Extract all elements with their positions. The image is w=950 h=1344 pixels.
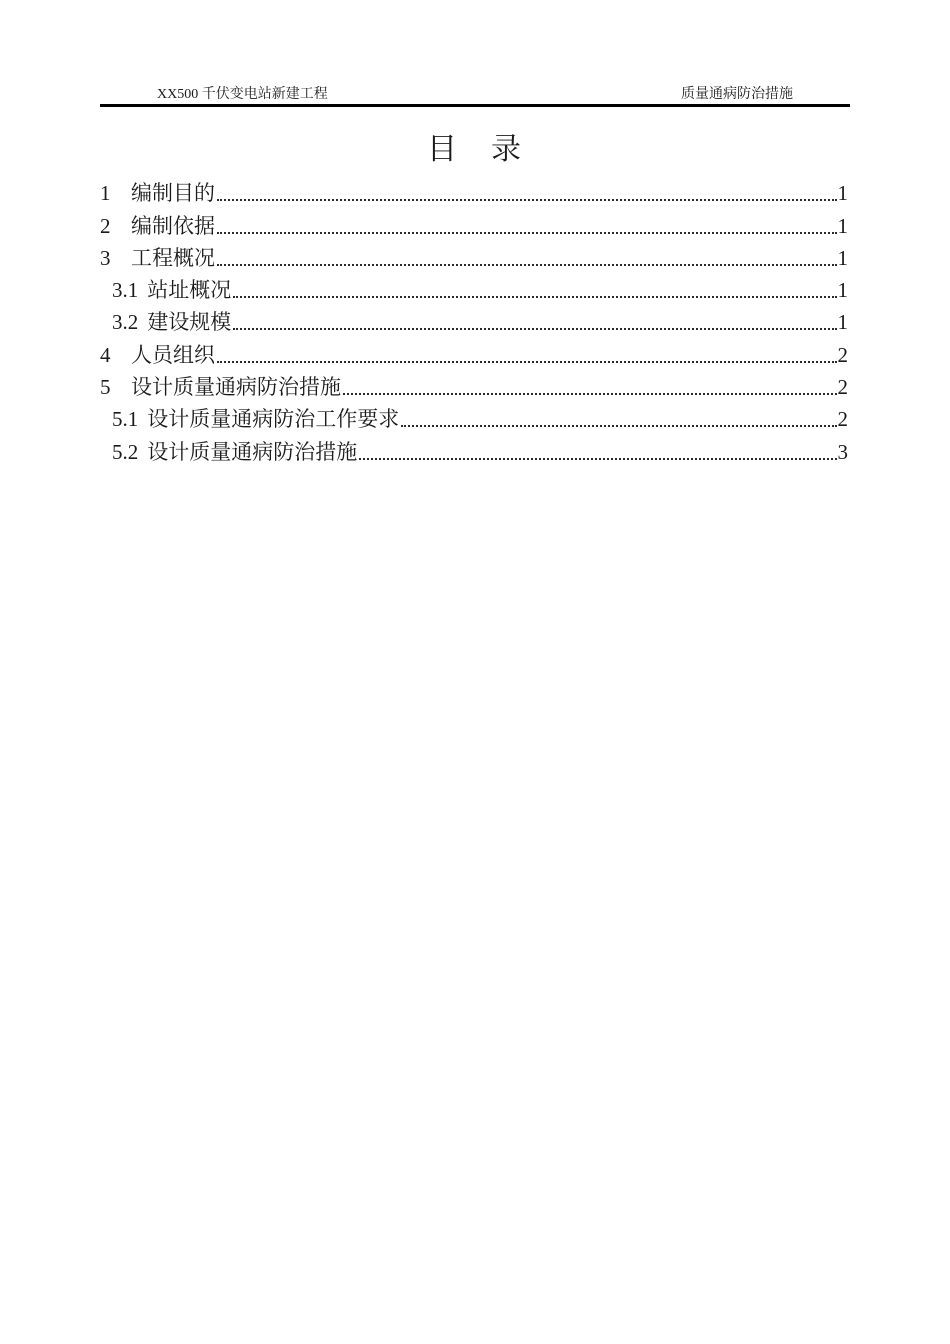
toc-entry-page: 2 [837, 375, 848, 400]
toc-entry[interactable] [100, 206, 848, 238]
toc-entry-page: 1 [837, 213, 848, 238]
toc-entry[interactable] [100, 239, 848, 271]
toc-entry[interactable] [100, 303, 848, 335]
header-rule [100, 104, 850, 107]
toc-entry[interactable] [100, 432, 848, 464]
toc-entry-page: 2 [837, 407, 848, 432]
toc-entry[interactable] [100, 271, 848, 303]
toc-entry-number: 2 [100, 213, 111, 238]
toc-entry[interactable] [100, 174, 848, 206]
toc-entry-number: 3.2 [112, 310, 139, 335]
toc-entry-page: 1 [837, 310, 848, 335]
toc-entry-label: 设计质量通病防治措施 [131, 375, 341, 400]
toc-entry-number: 5.1 [112, 407, 139, 432]
toc-entry-number: 5.2 [112, 439, 139, 464]
toc-entry-number: 3.1 [112, 278, 139, 303]
header-left-text: XX500 千伏变电站新建工程 [157, 87, 328, 102]
toc-dot-leader [359, 458, 836, 460]
toc-list [100, 174, 848, 465]
toc-entry[interactable] [100, 400, 848, 432]
toc-entry-page: 1 [837, 181, 848, 206]
toc-entry-label: 站址概况 [147, 278, 232, 303]
header-right-text: 质量通病防治措施 [681, 87, 793, 102]
page-title: 目 录 [427, 133, 523, 166]
toc-entry-page: 2 [837, 342, 848, 367]
toc-entry[interactable] [100, 335, 848, 367]
toc-entry-page: 3 [837, 439, 848, 464]
toc-entry-label: 工程概况 [131, 245, 215, 270]
toc-dot-leader [217, 232, 837, 234]
toc-entry-label: 人员组织 [131, 342, 215, 367]
toc-entry-number: 5 [100, 375, 111, 400]
toc-dot-leader [233, 328, 836, 330]
toc-dot-leader [217, 199, 837, 201]
toc-entry-label: 设计质量通病防治措施 [147, 439, 358, 464]
toc-entry-label: 编制目的 [131, 181, 215, 206]
toc-entry-number: 4 [100, 342, 111, 367]
toc-dot-leader [233, 296, 836, 298]
toc-dot-leader [343, 393, 837, 395]
toc-entry-label: 编制依据 [131, 213, 215, 238]
toc-entry-number: 3 [100, 245, 111, 270]
toc-entry-page: 1 [837, 278, 848, 303]
toc-entry-page: 1 [837, 245, 848, 270]
toc-entry-label: 设计质量通病防治工作要求 [147, 407, 400, 432]
toc-entry[interactable] [100, 368, 848, 400]
toc-dot-leader [401, 425, 836, 427]
toc-entry-label: 建设规模 [147, 310, 232, 335]
toc-entry-number: 1 [100, 181, 111, 206]
toc-dot-leader [217, 264, 837, 266]
toc-dot-leader [217, 361, 837, 363]
